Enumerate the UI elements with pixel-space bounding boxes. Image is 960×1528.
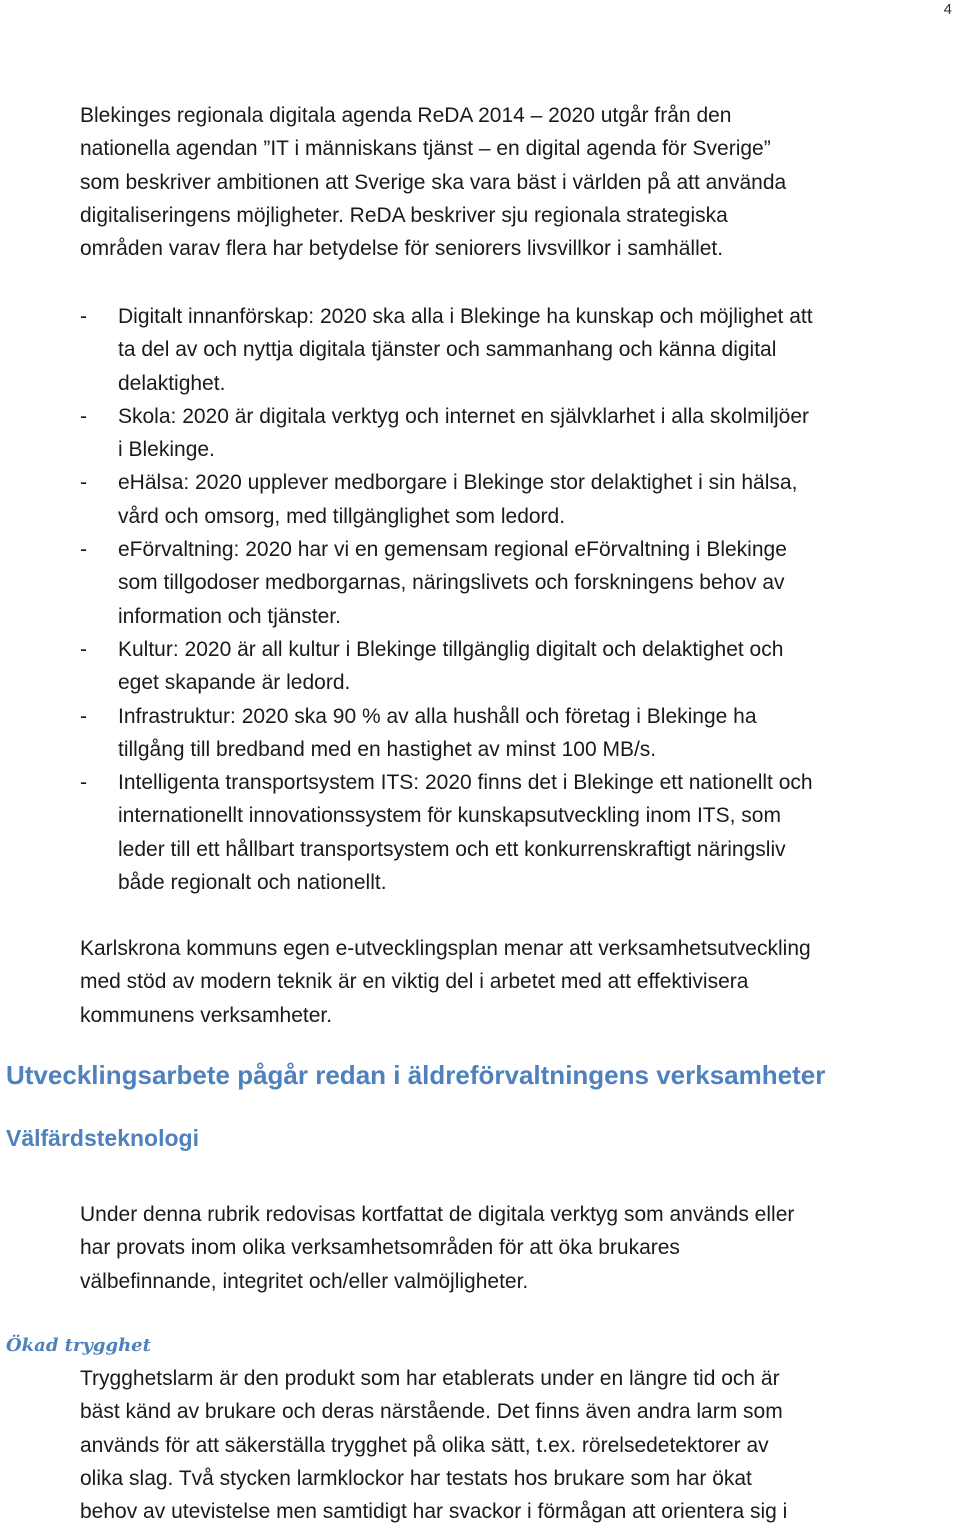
bullet-dash: - bbox=[80, 704, 87, 728]
karlskrona-paragraph: Karlskrona kommuns egen e-utvecklingsplan menar att verksamhetsutveckling med stöd av modern teknik är en viktig del i arbetet med att effektivisera kommunens verksamheter. bbox=[80, 937, 811, 1027]
list-item-text: Digitalt innanförskap: 2020 ska alla i Blekinge ha kunskap och möjlighet att ta del av och nyttja digitala tjänster och sammanhang och känna digital delaktighet. bbox=[118, 305, 813, 395]
bullet-dash: - bbox=[80, 404, 87, 428]
list-item bbox=[80, 766, 958, 899]
subsection-heading: Välfärdsteknologi bbox=[6, 1125, 199, 1151]
safety-paragraph: Trygghetslarm är den produkt som har etablerats under en längre tid och är bäst känd av brukare och deras närstående. Det finns även andra larm som används för att säkerställa trygghet på olika sätt, t.ex. rörelsedetektorer av olika slag. Två stycken larmklockor har testats hos brukare som har ökat behov av utevistelse men samtidigt har svackor i förmågan att orientera sig i bbox=[80, 1367, 788, 1524]
list-item-text: eFörvaltning: 2020 har vi en gemensam regional eFörvaltning i Blekinge som tillgodoser medborgarnas, näringslivets och forskningens behov av information och tjänster. bbox=[118, 538, 787, 628]
list-item-text: Intelligenta transportsystem ITS: 2020 finns det i Blekinge ett nationellt och internationellt innovationssystem för kunskapsutveckling inom ITS, som leder till ett hållbart transportsystem och ett konkurrenskraftigt näringsliv både regionalt och nationellt. bbox=[118, 771, 813, 895]
bullet-dash: - bbox=[80, 305, 87, 328]
bullet-dash: - bbox=[80, 538, 87, 562]
list-item bbox=[80, 533, 958, 633]
list-item-text: eHälsa: 2020 upplever medborgare i Blekinge stor delaktighet i sin hälsa, vård och omsorg, med tillgänglighet som ledord. bbox=[118, 471, 798, 528]
bullet-dash: - bbox=[80, 771, 87, 795]
list-item-text: Skola: 2020 är digitala verktyg och internet en självklarhet i alla skolmiljöer i Blekinge. bbox=[118, 404, 810, 462]
list-item-text: Kultur: 2020 är all kultur i Blekinge tillgänglig digitalt och delaktighet och eget skapande är ledord. bbox=[118, 637, 784, 695]
subsubsection-heading: Ökad trygghet bbox=[6, 1335, 151, 1356]
list-item bbox=[80, 633, 958, 700]
list-item-text: Infrastruktur: 2020 ska 90 % av alla hushåll och företag i Blekinge ha tillgång till bredband med en hastighet av minst 100 MB/s. bbox=[118, 704, 757, 761]
bullet-dash: - bbox=[80, 471, 87, 495]
list-item bbox=[80, 700, 958, 767]
intro-paragraph: Blekinges regionala digitala agenda ReDA 2014 – 2020 utgår från den nationella agendan ”IT i människans tjänst – en digital agenda för Sverige” som beskriver ambitionen att Sverige ska vara bäst i världen på att använda digitaliseringens möjligheter. ReDA beskriver sju regionala strategiska områden varav flera har betydelse för seniorers livsvillkor i samhället. bbox=[80, 104, 787, 261]
section-heading: Utvecklingsarbete pågår redan i äldreförvaltningens verksamheter bbox=[6, 1060, 826, 1090]
list-item bbox=[80, 466, 958, 533]
list-item bbox=[80, 400, 958, 467]
welfare-paragraph: Under denna rubrik redovisas kortfattat de digitala verktyg som används eller har provats inom olika verksamhetsområden för att öka brukares välbefinnande, integritet och/eller valmöjligheter. bbox=[80, 1203, 795, 1293]
page-number: 4 bbox=[943, 1, 952, 18]
bullet-dash: - bbox=[80, 637, 87, 661]
list-item bbox=[80, 300, 958, 400]
reda-areas-list bbox=[80, 300, 958, 899]
